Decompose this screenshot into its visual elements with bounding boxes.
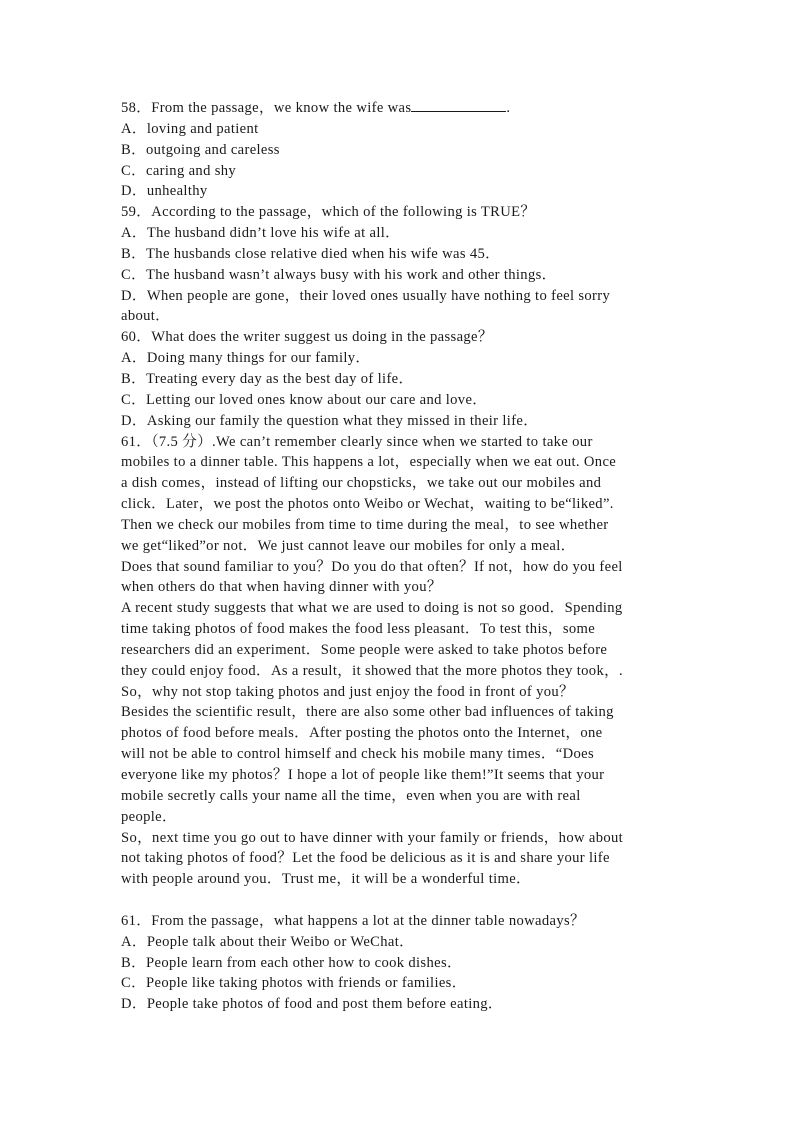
question-58-text: 58．From the passage，we know the wife was (121, 100, 412, 116)
option-61-d: D．People take photos of food and post them before eating． (121, 996, 503, 1013)
option-61-c: C．People like taking photos with friends or families． (121, 975, 467, 992)
document-content (121, 98, 681, 1015)
passage-line: we get“liked”or not．We just cannot leave our mobiles for only a meal． (121, 537, 576, 554)
answer-blank (411, 98, 506, 112)
passage-line: will not be able to control himself and check his mobile many times．“Does (121, 746, 594, 763)
passage-line: researchers did an experiment．Some people were asked to take photos before (121, 641, 608, 658)
passage-line: Does that sound familiar to you？Do you do that often？If not，how do you feel (121, 558, 623, 575)
passage-line: they could enjoy food．As a result，it showed that the more photos they took，. (121, 662, 624, 679)
question-58-stem (121, 98, 681, 119)
option-60-d: D．Asking our family the question what they missed in their life． (121, 412, 539, 429)
option-61-b: B．People learn from each other how to cook dishes． (121, 954, 462, 971)
passage-line: A recent study suggests that what we are used to doing is not so good．Spending (121, 600, 623, 617)
option-61-a: A．People talk about their Weibo or WeChat． (121, 933, 415, 950)
passage-line: Besides the scientific result，there are also some other bad influences of taking (121, 704, 614, 721)
passage-line: photos of food before meals．After posting the photos onto the Internet，one (121, 725, 603, 742)
option-59-d: D．When people are gone，their loved ones usually have nothing to feel sorry (121, 287, 611, 304)
option-58-a: A．loving and patient (121, 120, 259, 137)
question-60-stem: 60．What does the writer suggest us doing in the passage？ (121, 329, 493, 346)
question-58-period: . (506, 100, 511, 116)
option-58-d: D．unhealthy (121, 183, 208, 200)
passage-line: when others do that when having dinner with you？ (121, 579, 442, 596)
option-60-c: C．Letting our loved ones know about our care and love． (121, 391, 488, 408)
question-61-stem: 61．From the passage，what happens a lot at the dinner table nowadays？ (121, 912, 585, 929)
passage-line: So，next time you go out to have dinner with your family or friends，how about (121, 829, 624, 846)
passage-line: 61．（7.5 分）.We can’t remember clearly since when we started to take our (121, 433, 593, 450)
option-60-b: B．Treating every day as the best day of life． (121, 370, 414, 387)
blank-line (121, 890, 681, 911)
passage-line: time taking photos of food makes the food less pleasant．To test this，some (121, 621, 596, 638)
option-59-a: A．The husband didn’t love his wife at all． (121, 225, 401, 242)
option-59-c: C．The husband wasn’t always busy with his work and other things． (121, 266, 557, 283)
passage-line: not taking photos of food？Let the food be delicious as it is and share your life (121, 850, 610, 867)
passage-line: with people around you．Trust me，it will be a wonderful time． (121, 871, 531, 888)
passage-line: a dish comes，instead of lifting our chopsticks，we take out our mobiles and (121, 475, 602, 492)
reading-passage (121, 432, 681, 891)
passage-line: Then we check our mobiles from time to time during the meal，to see whether (121, 516, 609, 533)
passage-line: people． (121, 808, 177, 825)
option-59-b: B．The husbands close relative died when his wife was 45． (121, 245, 501, 262)
passage-line: mobiles to a dinner table. This happens a lot，especially when we eat out. Once (121, 454, 617, 471)
option-59-d-continued: about． (121, 308, 171, 325)
passage-line: So，why not stop taking photos and just enjoy the food in front of you？ (121, 683, 574, 700)
question-59-stem: 59．According to the passage，which of the following is TRUE？ (121, 204, 536, 221)
option-58-c: C．caring and shy (121, 162, 237, 179)
passage-line: click．Later，we post the photos onto Weibo or Wechat，waiting to be“liked”. (121, 496, 614, 513)
passage-line: mobile secretly calls your name all the time，even when you are with real (121, 787, 581, 804)
option-58-b: B．outgoing and careless (121, 141, 280, 158)
option-60-a: A．Doing many things for our family． (121, 350, 371, 367)
passage-line: everyone like my photos？I hope a lot of people like them!”It seems that your (121, 767, 605, 783)
